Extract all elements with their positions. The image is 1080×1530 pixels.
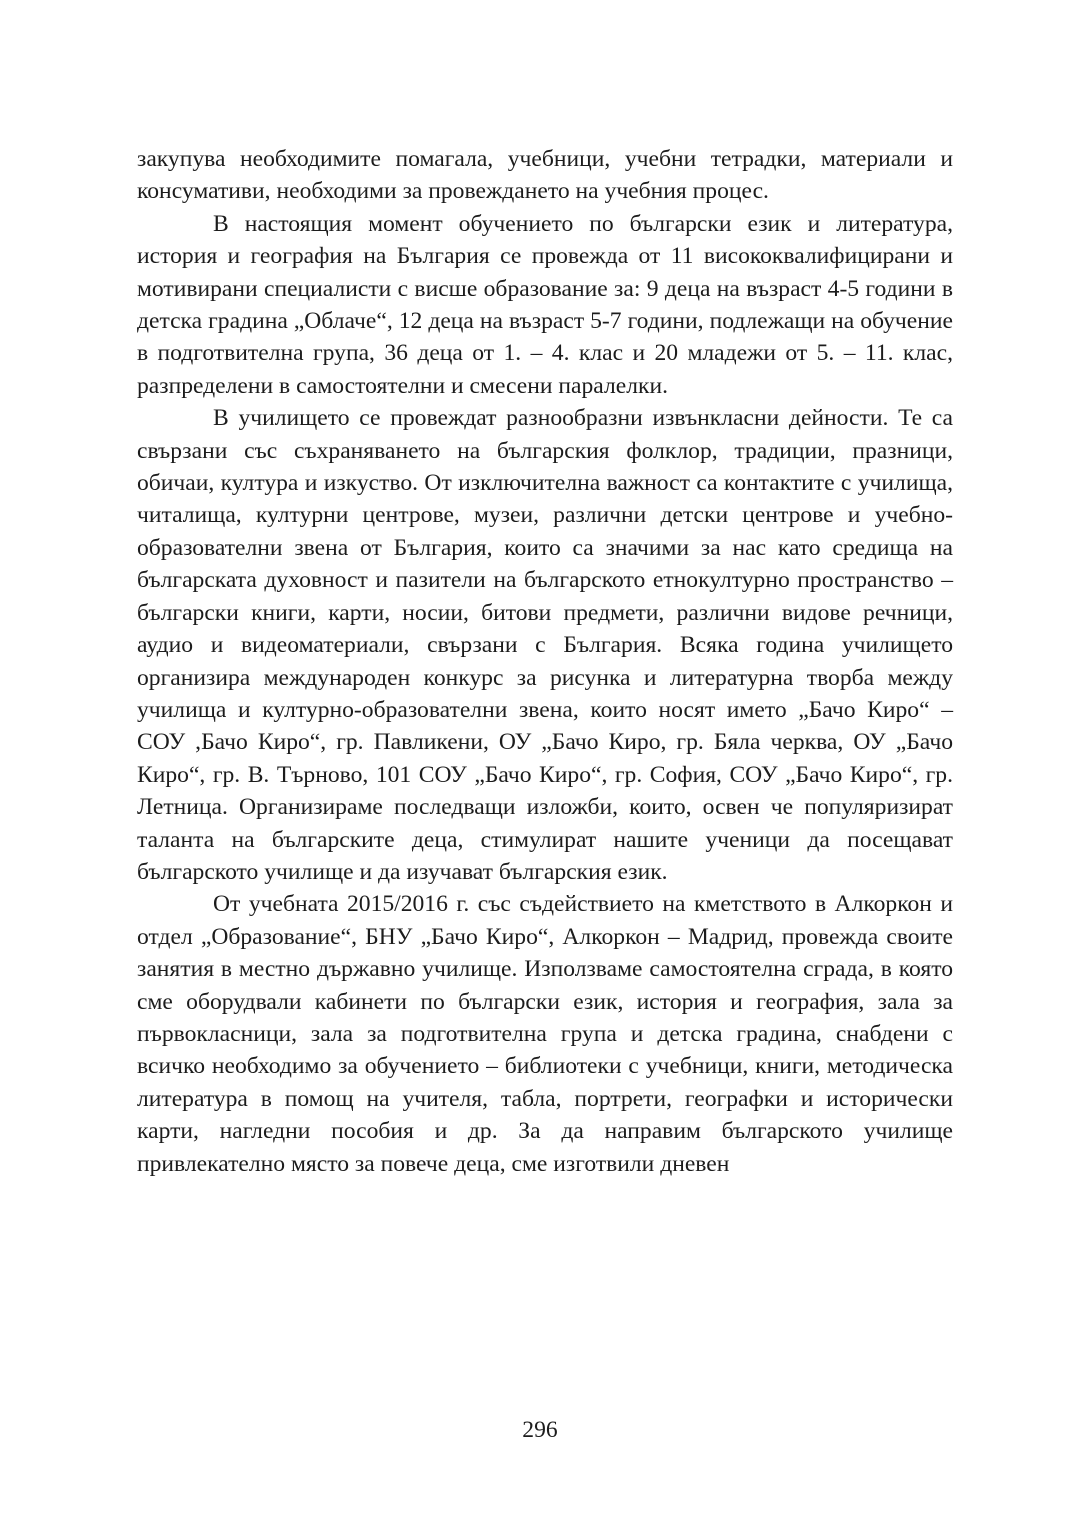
paragraph-continuation: закупува необходимите помагала, учебници, учебни тетрадки, материали и консумативи, необходими за провеждането на учебния процес. (137, 146, 953, 205)
paragraph-school-building: От учебната 2015/2016 г. със съдействието на кметството в Алкоркон и отдел „Образование“, БНУ „Бачо Киро“, Алкоркон – Мадрид, провежда своите занятия в местно държавно училище. Използваме самостоятелна сграда, в която сме оборудвали кабинети по български език, история и география, зала за първокласници, зала за подготвителна група и детска градина, снабдени с всичко необходимо за обучението – библиотеки с учебници, книги, методическа литература в помощ на учителя, табла, портрети, географки и исторически карти, нагледни пособия и др. За да направим българското училище привлекателно място за повече деца, сме изготвили дневен (137, 891, 953, 1177)
body-text (137, 143, 953, 1180)
paragraph-extracurricular: В училището се провеждат разнообразни извънкласни дейности. Те са свързани със съхраняването на българския фолклор, традиции, празници, обичаи, култура и изкуство. От изключителна важност са контактите с училища, читалища, културни центрове, музеи, различни детски центрове и учебно-образователни звена от България, които са значими за нас като средища на българската духовност и пазители на българското етнокултурно пространство – български книги, карти, носии, битови предмети, различни видове речници, аудио и видеоматериали, свързани с България. Всяка година училището организира международен конкурс за рисунка и литературна творба между училища и културно-образователни звена, които носят името „Бачо Киро“ – СОУ ,Бачо Киро“, гр. Павликени, ОУ „Бачо Киро, гр. Бяла черква, ОУ „Бачо Киро“, гр. В. Търново, 101 СОУ „Бачо Киро“, гр. София, СОУ „Бачо Киро“, гр. Летница. Организираме последващи изложби, които, освен че популяризират таланта на българските деца, стимулират нашите ученици да посещават българското училище и да изучават българския език. (137, 405, 953, 885)
page-number: 296 (522, 1417, 558, 1443)
paragraph-teaching-staff: В настоящия момент обучението по български език и литература, история и география на България се провежда от 11 висококвалифицирани и мотивирани специалисти с висше образование за: 9 деца на възраст 4-5 години в детска градина „Облаче“, 12 деца на възраст 5-7 години, подлежащи на обучение в подготвителна група, 36 деца от 1. – 4. клас и 20 младежи от 5. – 11. клас, разпределени в самостоятелни и смесени паралелки. (137, 210, 953, 399)
